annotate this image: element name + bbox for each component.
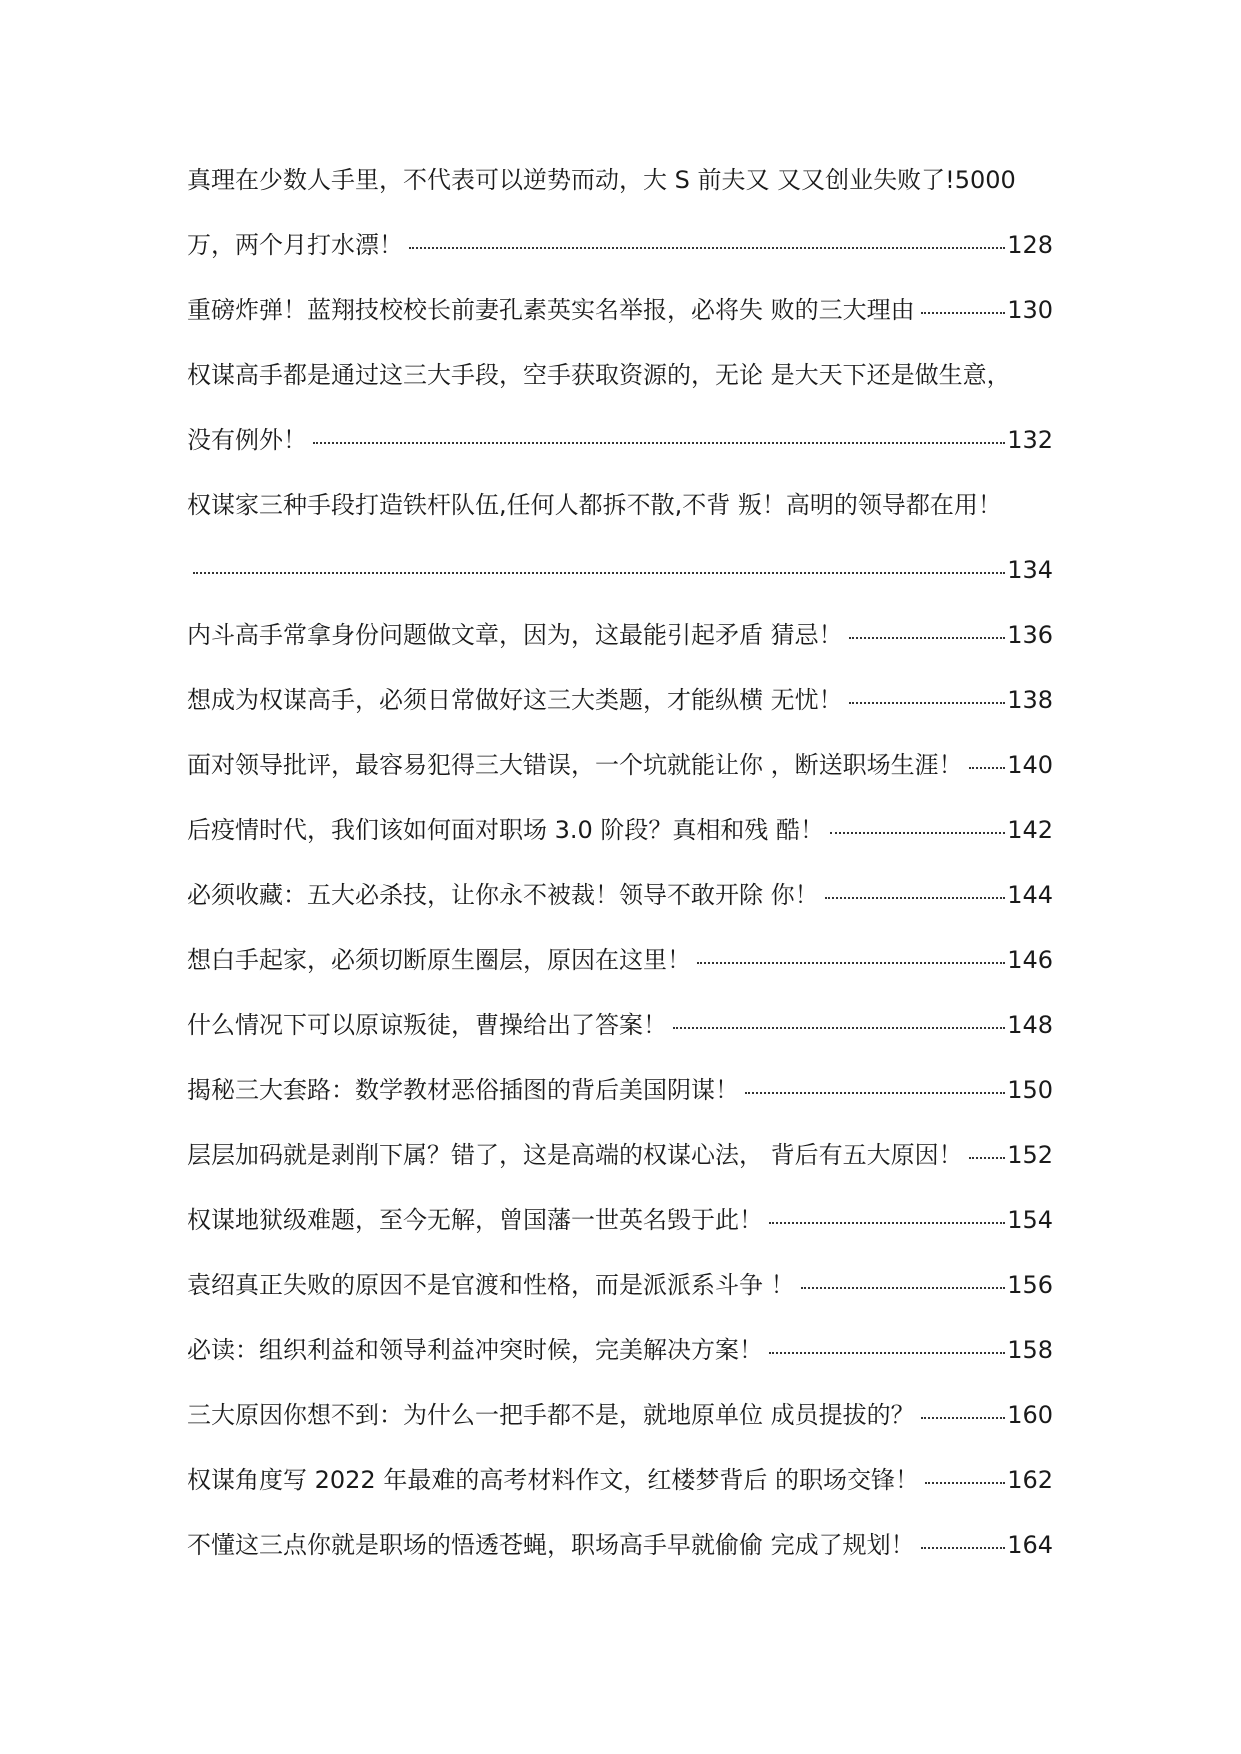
- toc-entry-title: 必读：组织利益和领导利益冲突时候，完美解决方案！: [187, 1336, 763, 1364]
- toc-line[interactable]: [187, 1318, 1053, 1383]
- toc-line[interactable]: [187, 538, 1053, 603]
- toc-page-number: 134: [1007, 556, 1053, 584]
- dot-leader: [849, 688, 1006, 704]
- toc-page-number: 150: [1007, 1076, 1053, 1104]
- toc-entry-title: 没有例外！: [187, 426, 307, 454]
- toc-page-number: 164: [1007, 1531, 1053, 1559]
- toc-entry-title: 想白手起家，必须切断原生圈层，原因在这里！: [187, 946, 691, 974]
- dot-leader: [969, 1143, 1006, 1159]
- dot-leader: [921, 1533, 1006, 1549]
- toc-page-number: 162: [1007, 1466, 1053, 1494]
- dot-leader: [801, 1273, 1006, 1289]
- toc-page-number: 132: [1007, 426, 1053, 454]
- toc-line[interactable]: [187, 1513, 1053, 1578]
- toc-line: [187, 343, 1053, 408]
- toc-entry-title: 不懂这三点你就是职场的悟透苍蝇，职场高手早就偷偷 完成了规划！: [187, 1531, 915, 1559]
- toc-line[interactable]: [187, 1188, 1053, 1253]
- dot-leader: [745, 1078, 1005, 1094]
- toc-entry-title: 揭秘三大套路：数学教材恶俗插图的背后美国阴谋！: [187, 1076, 739, 1104]
- toc-entry-title: 想成为权谋高手，必须日常做好这三大类题，才能纵横 无忧！: [187, 686, 843, 714]
- toc-entry-title: 权谋地狱级难题，至今无解，曾国藩一世英名毁于此！: [187, 1206, 763, 1234]
- toc-line[interactable]: [187, 928, 1053, 993]
- toc-page-number: 138: [1007, 686, 1053, 714]
- toc-entry-title: 面对领导批评，最容易犯得三大错误，一个坑就能让你 ，断送职场生涯！: [187, 751, 963, 779]
- dot-leader: [193, 558, 1005, 574]
- dot-leader: [697, 948, 1005, 964]
- toc-entry-title: 袁绍真正失败的原因不是官渡和性格，而是派派系斗争 ！: [187, 1271, 795, 1299]
- toc-line[interactable]: [187, 278, 1053, 343]
- table-of-contents: [187, 148, 1053, 1578]
- dot-leader: [830, 818, 1005, 834]
- toc-entry-title: 重磅炸弹！蓝翔技校校长前妻孔素英实名举报，必将失 败的三大理由: [187, 296, 915, 324]
- toc-entry-title: 真理在少数人手里，不代表可以逆势而动，大 S 前夫又 又又创业失败了!5000: [187, 166, 1016, 194]
- dot-leader: [673, 1013, 1005, 1029]
- dot-leader: [313, 428, 1005, 444]
- toc-page-number: 148: [1007, 1011, 1053, 1039]
- toc-page-number: 128: [1007, 231, 1053, 259]
- toc-entry-title: 层层加码就是剥削下属？错了，这是高端的权谋心法， 背后有五大原因！: [187, 1141, 963, 1169]
- toc-page-number: 144: [1007, 881, 1053, 909]
- toc-line[interactable]: [187, 1123, 1053, 1188]
- toc-entry-title: 什么情况下可以原谅叛徒，曹操给出了答案！: [187, 1011, 667, 1039]
- dot-leader: [921, 298, 1006, 314]
- toc-page-number: 140: [1007, 751, 1053, 779]
- toc-line[interactable]: [187, 1383, 1053, 1448]
- toc-entry-title: 权谋高手都是通过这三大手段，空手获取资源的，无论 是大天下还是做生意，: [187, 361, 1011, 389]
- toc-line[interactable]: [187, 1253, 1053, 1318]
- toc-line[interactable]: [187, 1448, 1053, 1513]
- dot-leader: [825, 883, 1006, 899]
- toc-line[interactable]: [187, 603, 1053, 668]
- toc-line[interactable]: [187, 668, 1053, 733]
- toc-page-number: 156: [1007, 1271, 1053, 1299]
- toc-entry-title: 必须收藏：五大必杀技，让你永不被裁！领导不敢开除 你！: [187, 881, 819, 909]
- toc-entry-title: 内斗高手常拿身份问题做文章，因为，这最能引起矛盾 猜忌！: [187, 621, 843, 649]
- dot-leader: [921, 1403, 1006, 1419]
- toc-entry-title: 权谋角度写 2022 年最难的高考材料作文，红楼梦背后 的职场交锋！: [187, 1466, 919, 1494]
- toc-line: [187, 473, 1053, 538]
- toc-entry-title: 权谋家三种手段打造铁杆队伍,任何人都拆不散,不背 叛！高明的领导都在用！: [187, 491, 1002, 519]
- dot-leader: [769, 1208, 1005, 1224]
- toc-line[interactable]: [187, 408, 1053, 473]
- toc-page-number: 136: [1007, 621, 1053, 649]
- dot-leader: [769, 1338, 1005, 1354]
- toc-page-number: 142: [1007, 816, 1053, 844]
- toc-line[interactable]: [187, 798, 1053, 863]
- toc-line[interactable]: [187, 993, 1053, 1058]
- dot-leader: [409, 233, 1005, 249]
- toc-line[interactable]: [187, 213, 1053, 278]
- toc-page-number: 152: [1007, 1141, 1053, 1169]
- toc-entry-title: 后疫情时代，我们该如何面对职场 3.0 阶段？真相和残 酷！: [187, 816, 825, 844]
- toc-line: [187, 148, 1053, 213]
- toc-line[interactable]: [187, 1058, 1053, 1123]
- toc-line[interactable]: [187, 733, 1053, 798]
- toc-line[interactable]: [187, 863, 1053, 928]
- dot-leader: [969, 753, 1006, 769]
- toc-page-number: 146: [1007, 946, 1053, 974]
- toc-entry-title: 万，两个月打水漂！: [187, 231, 403, 259]
- toc-page-number: 154: [1007, 1206, 1053, 1234]
- dot-leader: [925, 1468, 1005, 1484]
- dot-leader: [849, 623, 1006, 639]
- toc-entry-title: 三大原因你想不到：为什么一把手都不是，就地原单位 成员提拔的？: [187, 1401, 915, 1429]
- toc-page-number: 158: [1007, 1336, 1053, 1364]
- toc-page-number: 160: [1007, 1401, 1053, 1429]
- toc-page-number: 130: [1007, 296, 1053, 324]
